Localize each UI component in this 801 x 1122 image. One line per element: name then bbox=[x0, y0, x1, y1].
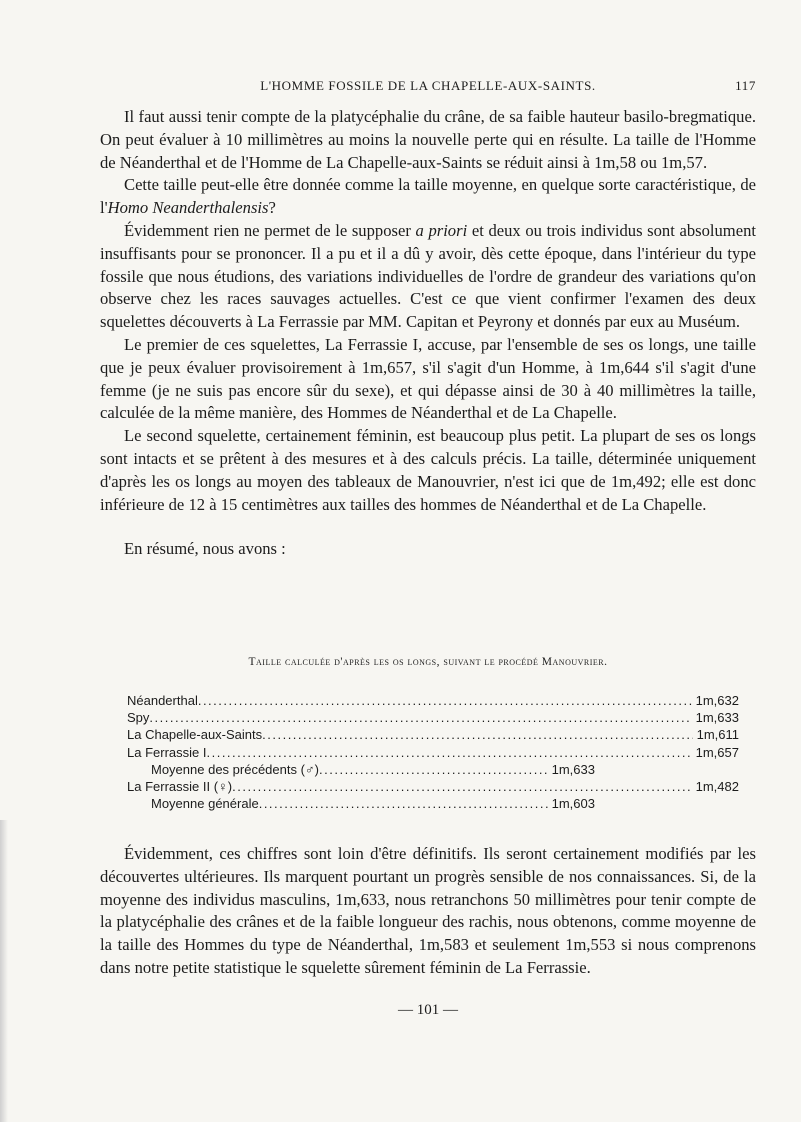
row-value: 1m,657 bbox=[695, 744, 739, 760]
paragraph-ferrassie-two: Le second squelette, certainement féminin, est beaucoup plus petit. La plupart de ses os longs sont intacts et se prêtent à des mesures et à des calculs précis. La taille, déterminée uniquement d'après les os longs au moyen des tableaux de Manouvrier, n'est ici que de 1m,492; elle est donc inférieure de 12 à 15 centimètres aux tailles des hommes de Néanderthal et de La Chapelle. bbox=[100, 426, 756, 514]
row-label: Moyenne des précédents (♂) bbox=[151, 761, 320, 777]
paragraph-ferrassie-one: Le premier de ces squelettes, La Ferrassie I, accuse, par l'ensemble de ses os longs, une taille que je peux évaluer provisoirement à 1m,657, s'il s'agit d'un Homme, à 1m,644 s'il s'agit d'une femme (je ne suis pas encore sûr du sexe), et qui dépasse ainsi de 30 à 40 millimètres la taille, calculée de la même manière, des Hommes de Néanderthal et de La Chapelle. bbox=[100, 334, 756, 423]
row-value: 1m,482 bbox=[695, 779, 739, 795]
row-value: 1m,611 bbox=[696, 727, 739, 743]
row-value: 1m,632 bbox=[695, 693, 739, 708]
latin-phrase: a priori bbox=[415, 220, 468, 240]
table-row bbox=[127, 778, 739, 795]
table-row bbox=[127, 709, 739, 726]
stature-table bbox=[127, 692, 739, 812]
folio-number: — 101 — bbox=[398, 1002, 458, 1018]
paragraph-variations bbox=[100, 220, 756, 334]
paragraph-question bbox=[100, 174, 756, 220]
row-label: La Chapelle-aux-Saints bbox=[127, 727, 263, 743]
page-number: 117 bbox=[735, 78, 756, 93]
table-row bbox=[127, 744, 739, 761]
paragraph-question-text: Cette taille peut-elle être donnée comme la taille moyenne, en quelque sorte caractéristique, de l' bbox=[100, 175, 756, 218]
table-row-subtotal bbox=[127, 761, 595, 778]
table-row-total bbox=[127, 795, 595, 812]
closing-text bbox=[100, 843, 756, 980]
running-title: L'HOMME FOSSILE DE LA CHAPELLE-AUX-SAINTS. bbox=[260, 78, 596, 93]
table-row bbox=[127, 692, 739, 709]
row-value: 1m,603 bbox=[551, 796, 595, 812]
row-label: Néanderthal bbox=[127, 693, 198, 708]
summary-intro: En résumé, nous avons : bbox=[124, 539, 286, 559]
dot-leader bbox=[149, 709, 691, 726]
row-value: 1m,633 bbox=[695, 710, 739, 726]
row-label: La Ferrassie I bbox=[127, 744, 207, 760]
row-label: Moyenne générale bbox=[151, 796, 259, 812]
paragraph-variations-rest: et deux ou trois individus sont absolument insuffisants pour se prononcer. Il a pu et il a dû y avoir, dès cette époque, dans l'intérieur du type fossile que nous étudions, des variations individuelles de l'ordre de grandeur des variations qu'on observe chez les races sauvages actuelles. C'est ce que vient confirmer l'examen des deux squelettes découverts à La Ferrassie par MM. Capitan et Peyrony et donnés par eux au Muséum. bbox=[100, 220, 756, 332]
row-label: Spy bbox=[127, 710, 150, 726]
paragraph-variations-start: Évidemment rien ne permet de le supposer bbox=[124, 220, 416, 240]
dot-leader bbox=[206, 744, 691, 761]
binding-shadow bbox=[0, 820, 8, 1122]
paragraph-platycephaly: Il faut aussi tenir compte de la platycéphalie du crâne, de sa faible hauteur basilo-bregmatique. On peut évaluer à 10 millimètres au moins la nouvelle perte qui en résulte. La taille de l'Homme de Néanderthal et de l'Homme de La Chapelle-aux-Saints se réduit ainsi à 1m,58 ou 1m,57. bbox=[100, 107, 756, 172]
table-caption: Taille calculée d'après les os longs, suivant le procédé Manouvrier. bbox=[248, 656, 608, 668]
table-row bbox=[127, 726, 739, 743]
species-name: Homo Neanderthalensis bbox=[107, 198, 269, 218]
dot-leader bbox=[262, 726, 692, 743]
paragraph-conclusion: Évidemment, ces chiffres sont loin d'être définitifs. Ils seront certainement modifiés par les découvertes ultérieures. Ils marquent pourtant un progrès sensible de nos connaissances. Si, de la moyenne des individus masculins, 1m,633, nous retranchons 50 millimètres pour tenir compte de la platycéphalie des crânes et de la faible longueur des rachis, nous obtenons, comme moyenne de la taille des Hommes du type de Néanderthal, 1m,583 et seulement 1m,553 si nous comprenons dans notre petite statistique le squelette sûrement féminin de La Ferrassie. bbox=[100, 844, 756, 977]
row-value: 1m,633 bbox=[551, 761, 595, 777]
paragraph-question-mark: ? bbox=[268, 198, 276, 218]
running-head bbox=[100, 78, 756, 98]
dot-leader bbox=[198, 692, 692, 709]
body-text bbox=[100, 106, 756, 561]
dot-leader bbox=[259, 795, 548, 812]
dot-leader bbox=[319, 761, 548, 778]
row-label: La Ferrassie II (♀) bbox=[127, 779, 233, 795]
dot-leader bbox=[232, 778, 692, 795]
